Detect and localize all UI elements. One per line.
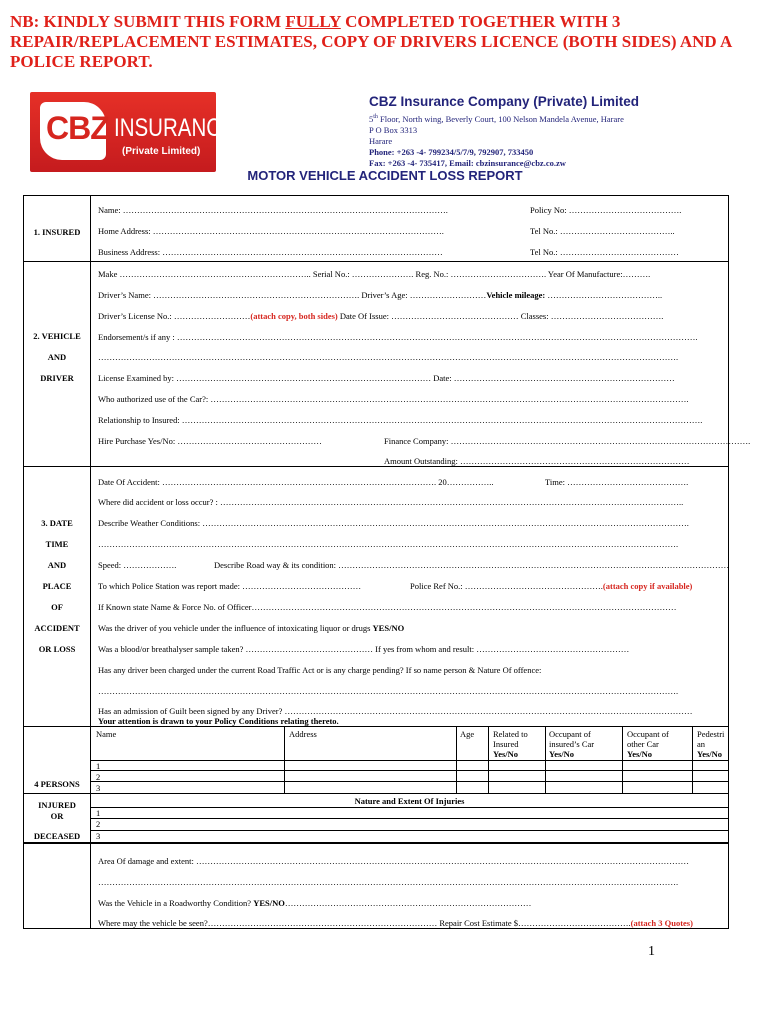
persons-label-2: INJURED [38, 800, 76, 810]
persons-label-3: OR [50, 811, 64, 821]
accident-date-field[interactable]: Date Of Accident: ……………………………………………………………………………………. 20…………….. [98, 477, 494, 487]
injuries-title: Nature and Extent Of Injuries [354, 796, 465, 806]
table-row[interactable]: 1 [96, 761, 101, 771]
accident-label-7: OR LOSS [38, 644, 76, 654]
amount-outstanding-field[interactable]: Amount Outstanding: ……………………………………………………………………… [384, 456, 690, 466]
home-tel-field[interactable]: Tel No.: ………………………………….. [530, 226, 675, 236]
notice-text-2: COMPLETED TOGETHER WITH 3 REPAIR/REPLACEMENT ESTIMATES, COPY OF DRIVERS LICENCE (BOTH SIDES) AND A POLICE REPORT. [10, 12, 732, 71]
blood-sample-field[interactable]: Was a blood/or breathalyser sample taken? ……………………………………… If yes from whom and result: ……………………………………………… [98, 644, 630, 654]
officer-field[interactable]: If Known state Name & Force No. of Officer…………………………………………………………………………………………………………………………………… [98, 602, 677, 612]
guilt-field[interactable]: Has an admission of Guilt been signed by any Driver? ……………………………………………………………………………………………………………………………… [98, 706, 693, 716]
weather-field[interactable]: Describe Weather Conditions: ………………………………………………………………………………………………………………………………………………………. [98, 518, 689, 528]
business-address-field[interactable]: Business Address: ……………………………………………………………………………………… [98, 247, 443, 257]
accident-location-field[interactable]: Where did accident or loss occur? : ……………………………………………………………………………………………………………………………………………….. [98, 497, 684, 507]
company-address-2: P O Box 3313 [369, 124, 418, 135]
police-ref-row[interactable]: Police Ref No.: ………………………………………….(attach copy if available) [410, 581, 693, 591]
notice-underline: FULLY [285, 12, 341, 31]
accident-label-6: ACCIDENT [34, 623, 80, 633]
endorsement-field-2[interactable]: ……………………………………………………………………………………………………………………………………………………………………………………. [98, 352, 679, 362]
license-row[interactable]: Driver’s License No.: ………………………(attach copy, both sides) Date Of Issue: ……………………………………… Classes: …………………………………. [98, 311, 664, 321]
roadworthy-row[interactable]: Was the Vehicle in a Roadworthy Condition? YES/NO…………………………………………………………………………… [98, 898, 532, 908]
company-phone: Phone: +263 -4- 799234/5/7/9, 792907, 733450 [369, 146, 534, 157]
finance-company-field[interactable]: Finance Company: ……………………………………………………………………………………………. [384, 436, 751, 446]
business-tel-field[interactable]: Tel No.: …………………………………… [530, 247, 679, 257]
driver-name-row[interactable]: Driver’s Name: ………………………………………………………………. Driver’s Age: ………………………Vehicle mileage: ………………………………….. [98, 290, 663, 300]
vehicle-label-3: DRIVER [40, 373, 74, 383]
persons-label-4: DECEASED [33, 831, 81, 841]
col-header-address: Address [289, 729, 317, 739]
vehicle-label-1: 2. VEHICLE [33, 331, 81, 341]
col-header-age: Age [460, 729, 475, 739]
accident-label-1: 3. DATE [41, 518, 73, 528]
logo-subtitle: (Private Limited) [122, 146, 201, 157]
logo-mark-text: CBZ [46, 110, 109, 146]
cbz-insurance-logo [30, 92, 235, 172]
policy-attention-note: Your attention is drawn to your Policy Conditions relating thereto. [98, 716, 339, 726]
logo-name: INSURANCE [114, 114, 235, 142]
speed-field[interactable]: Speed: ………………. [98, 560, 177, 570]
damage-area-field[interactable]: Area Of damage and extent: ………………………………………………………………………………………………………………………………………………………… [98, 856, 689, 866]
insured-label: 1. INSURED [33, 227, 81, 237]
submission-notice [10, 12, 762, 72]
form-title: MOTOR VEHICLE ACCIDENT LOSS REPORT [247, 168, 523, 183]
company-fax: Fax: +263 -4- 735417, Email: cbzinsurance@cbz.co.zw [369, 157, 566, 168]
col-header-name: Name [96, 729, 117, 739]
page-number: 1 [648, 944, 655, 959]
company-address-1: 5th Floor, North wing, Beverly Court, 100 Nelson Mandela Avenue, Harare [369, 113, 624, 124]
injury-row[interactable]: 1 [96, 808, 101, 818]
col-header-occupant-other: Occupant of other Car Yes/No [627, 729, 669, 759]
accident-label-3: AND [47, 560, 67, 570]
damage-area-field-2[interactable]: ……………………………………………………………………………………………………………………………………………………………………………………. [98, 877, 679, 887]
endorsement-field[interactable]: Endorsement/s if any : …………………………………………………………………………………………………………………………………………………………………. [98, 332, 698, 342]
injury-row[interactable]: 2 [96, 819, 101, 829]
home-address-field[interactable]: Home Address: …………………………………………………………………………………………. [98, 226, 444, 236]
policy-no-field[interactable]: Policy No: …………………………………. [530, 205, 682, 215]
charge-question: Has any driver been charged under the current Road Traffic Act or is any charge pending? If so name person & Nature Of offence: [98, 665, 542, 675]
persons-section [23, 727, 729, 843]
road-condition-field[interactable]: Describe Road way & its condition: ………………………………………………………………………………………………………………………… [214, 560, 730, 570]
vehicle-seen-row[interactable]: Where may the vehicle be seen?……………………………………………………………………… Repair Cost Estimate $………………………………….(attach 3 Quotes) [98, 918, 693, 928]
charge-field[interactable]: ……………………………………………………………………………………………………………………………………………………………………………………. [98, 686, 679, 696]
accident-label-5: OF [51, 602, 63, 612]
company-address-3: Harare [369, 135, 393, 146]
persons-label-1: 4 PERSONS [34, 779, 80, 789]
intoxication-row[interactable]: Was the driver of you vehicle under the influence of intoxicating liquor or drugs YES/NO [98, 623, 405, 633]
notice-text-1: NB: KINDLY SUBMIT THIS FORM [10, 12, 286, 31]
company-name: CBZ Insurance Company (Private) Limited [369, 94, 640, 109]
authorized-use-field[interactable]: Who authorized use of the Car?: ……………………………………………………………………………………………………………………………………………………. [98, 394, 689, 404]
vehicle-label-2: AND [47, 352, 67, 362]
col-header-pedestrian: Pedestri an Yes/No [697, 729, 725, 759]
table-row[interactable]: 3 [96, 783, 101, 793]
injury-row[interactable]: 3 [96, 831, 101, 841]
accident-time-field[interactable]: Time: ……………………………………. [545, 477, 689, 487]
hire-purchase-field[interactable]: Hire Purchase Yes/No: …………………………………………… [98, 436, 322, 446]
relationship-field[interactable]: Relationship to Insured: …………………………………………………………………………………………………………………………………………………………………. [98, 415, 703, 425]
col-header-related: Related to Insured Yes/No [493, 729, 528, 759]
insured-name-field[interactable]: Name: ……………………………………………………………………………………………………. [98, 205, 448, 215]
col-header-occupant-insured: Occupant of insured’s Car Yes/No [549, 729, 595, 759]
weather-field-2[interactable]: ……………………………………………………………………………………………………………………………………………………………………………………. [98, 539, 679, 549]
police-station-field[interactable]: To which Police Station was report made: …………………………………… [98, 581, 362, 591]
license-examined-field[interactable]: License Examined by: ……………………………………………………………………………… Date: …………………………………………………………………… [98, 373, 675, 383]
company-info [369, 94, 749, 169]
accident-label-4: PLACE [42, 581, 72, 591]
accident-label-2: TIME [45, 539, 69, 549]
table-row[interactable]: 2 [96, 772, 101, 782]
vehicle-make-field[interactable]: Make ………………………………………………………….. Serial No.: …………………. Reg. No.: ……………………………. Year Of Manufacture:………. [98, 269, 651, 279]
